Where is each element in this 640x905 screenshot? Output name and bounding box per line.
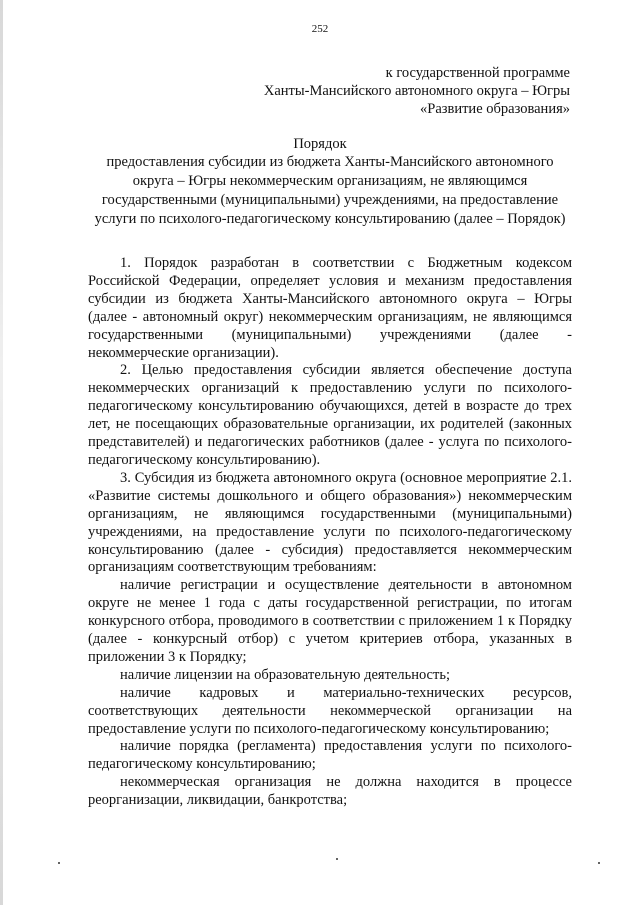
scan-speck xyxy=(58,862,60,864)
paragraph-3: 3. Субсидия из бюджета автономного округа (основное мероприятие 2.1. «Развитие системы дошкольного и общего образования») некоммерческим организациям, не являющимся государственными (муниципальными) учреждениями, на предоставление услуги по психолого-педагогическому консультированию (далее - субсидия) предоставляется некоммерческим организациям соответствующим требованиям: xyxy=(88,469,572,576)
requirement-no-reorganization: некоммерческая организация не должна находится в процессе реорганизации, ликвидации, банкротства; xyxy=(88,774,572,809)
scan-speck xyxy=(598,862,600,864)
page-number: 252 xyxy=(311,23,329,35)
document-body xyxy=(88,255,572,810)
paragraph-2: 2. Целью предоставления субсидии является обеспечение доступа некоммерческих организаций к предоставлению услуги по психолого-педагогическому консультированию обучающихся, детей в возрасте до трех лет, не посещающих образовательные организации, их родителей (законных представителей) и педагогических работников (далее - услуга по психолого-педагогическому консультированию). xyxy=(88,362,572,468)
requirement-registration: наличие регистрации и осуществление деятельности в автономном округе не менее 1 года с даты государственной регистрации, по итогам конкурсного отбора, проводимого в соответствии с приложением 1 к Порядку (далее - конкурсный отбор) с учетом критериев отбора, указанных в приложении 3 к Порядку; xyxy=(88,577,572,665)
appendix-header xyxy=(264,64,570,118)
header-line-1: к государственной программе xyxy=(385,65,570,81)
scan-speck xyxy=(336,858,338,860)
requirement-procedure: наличие порядка (регламента) предоставления услуги по психолого-педагогическому консультированию; xyxy=(88,738,572,773)
requirement-license: наличие лицензии на образовательную деятельность; xyxy=(120,666,450,683)
document-subtitle: предоставления субсидии из бюджета Ханты-Мансийского автономного округа – Югры некоммерческим организациям, не являющимся государственными (муниципальными) учреждениями, на предоставление услуги по психолого-педагогическому консультированию (далее – Порядок) xyxy=(94,154,566,227)
header-line-3: «Развитие образования» xyxy=(420,101,570,117)
header-line-2: Ханты-Мансийского автономного округа – Югры xyxy=(263,83,570,99)
paragraph-1: 1. Порядок разработан в соответствии с Бюджетным кодексом Российской Федерации, определяет условия и механизм предоставления субсидии из бюджета Ханты-Мансийского автономного округа – Югры (далее - автономный округ) некоммерческим организациям, не являющимся государственными (муниципальными) учреждениями (далее - некоммерческие организации). xyxy=(88,255,572,361)
requirement-resources: наличие кадровых и материально-технических ресурсов, соответствующих деятельности некоммерческой организации на предоставление услуги по психолого-педагогическому консультированию; xyxy=(88,684,572,737)
document-title: Порядок xyxy=(293,136,347,152)
